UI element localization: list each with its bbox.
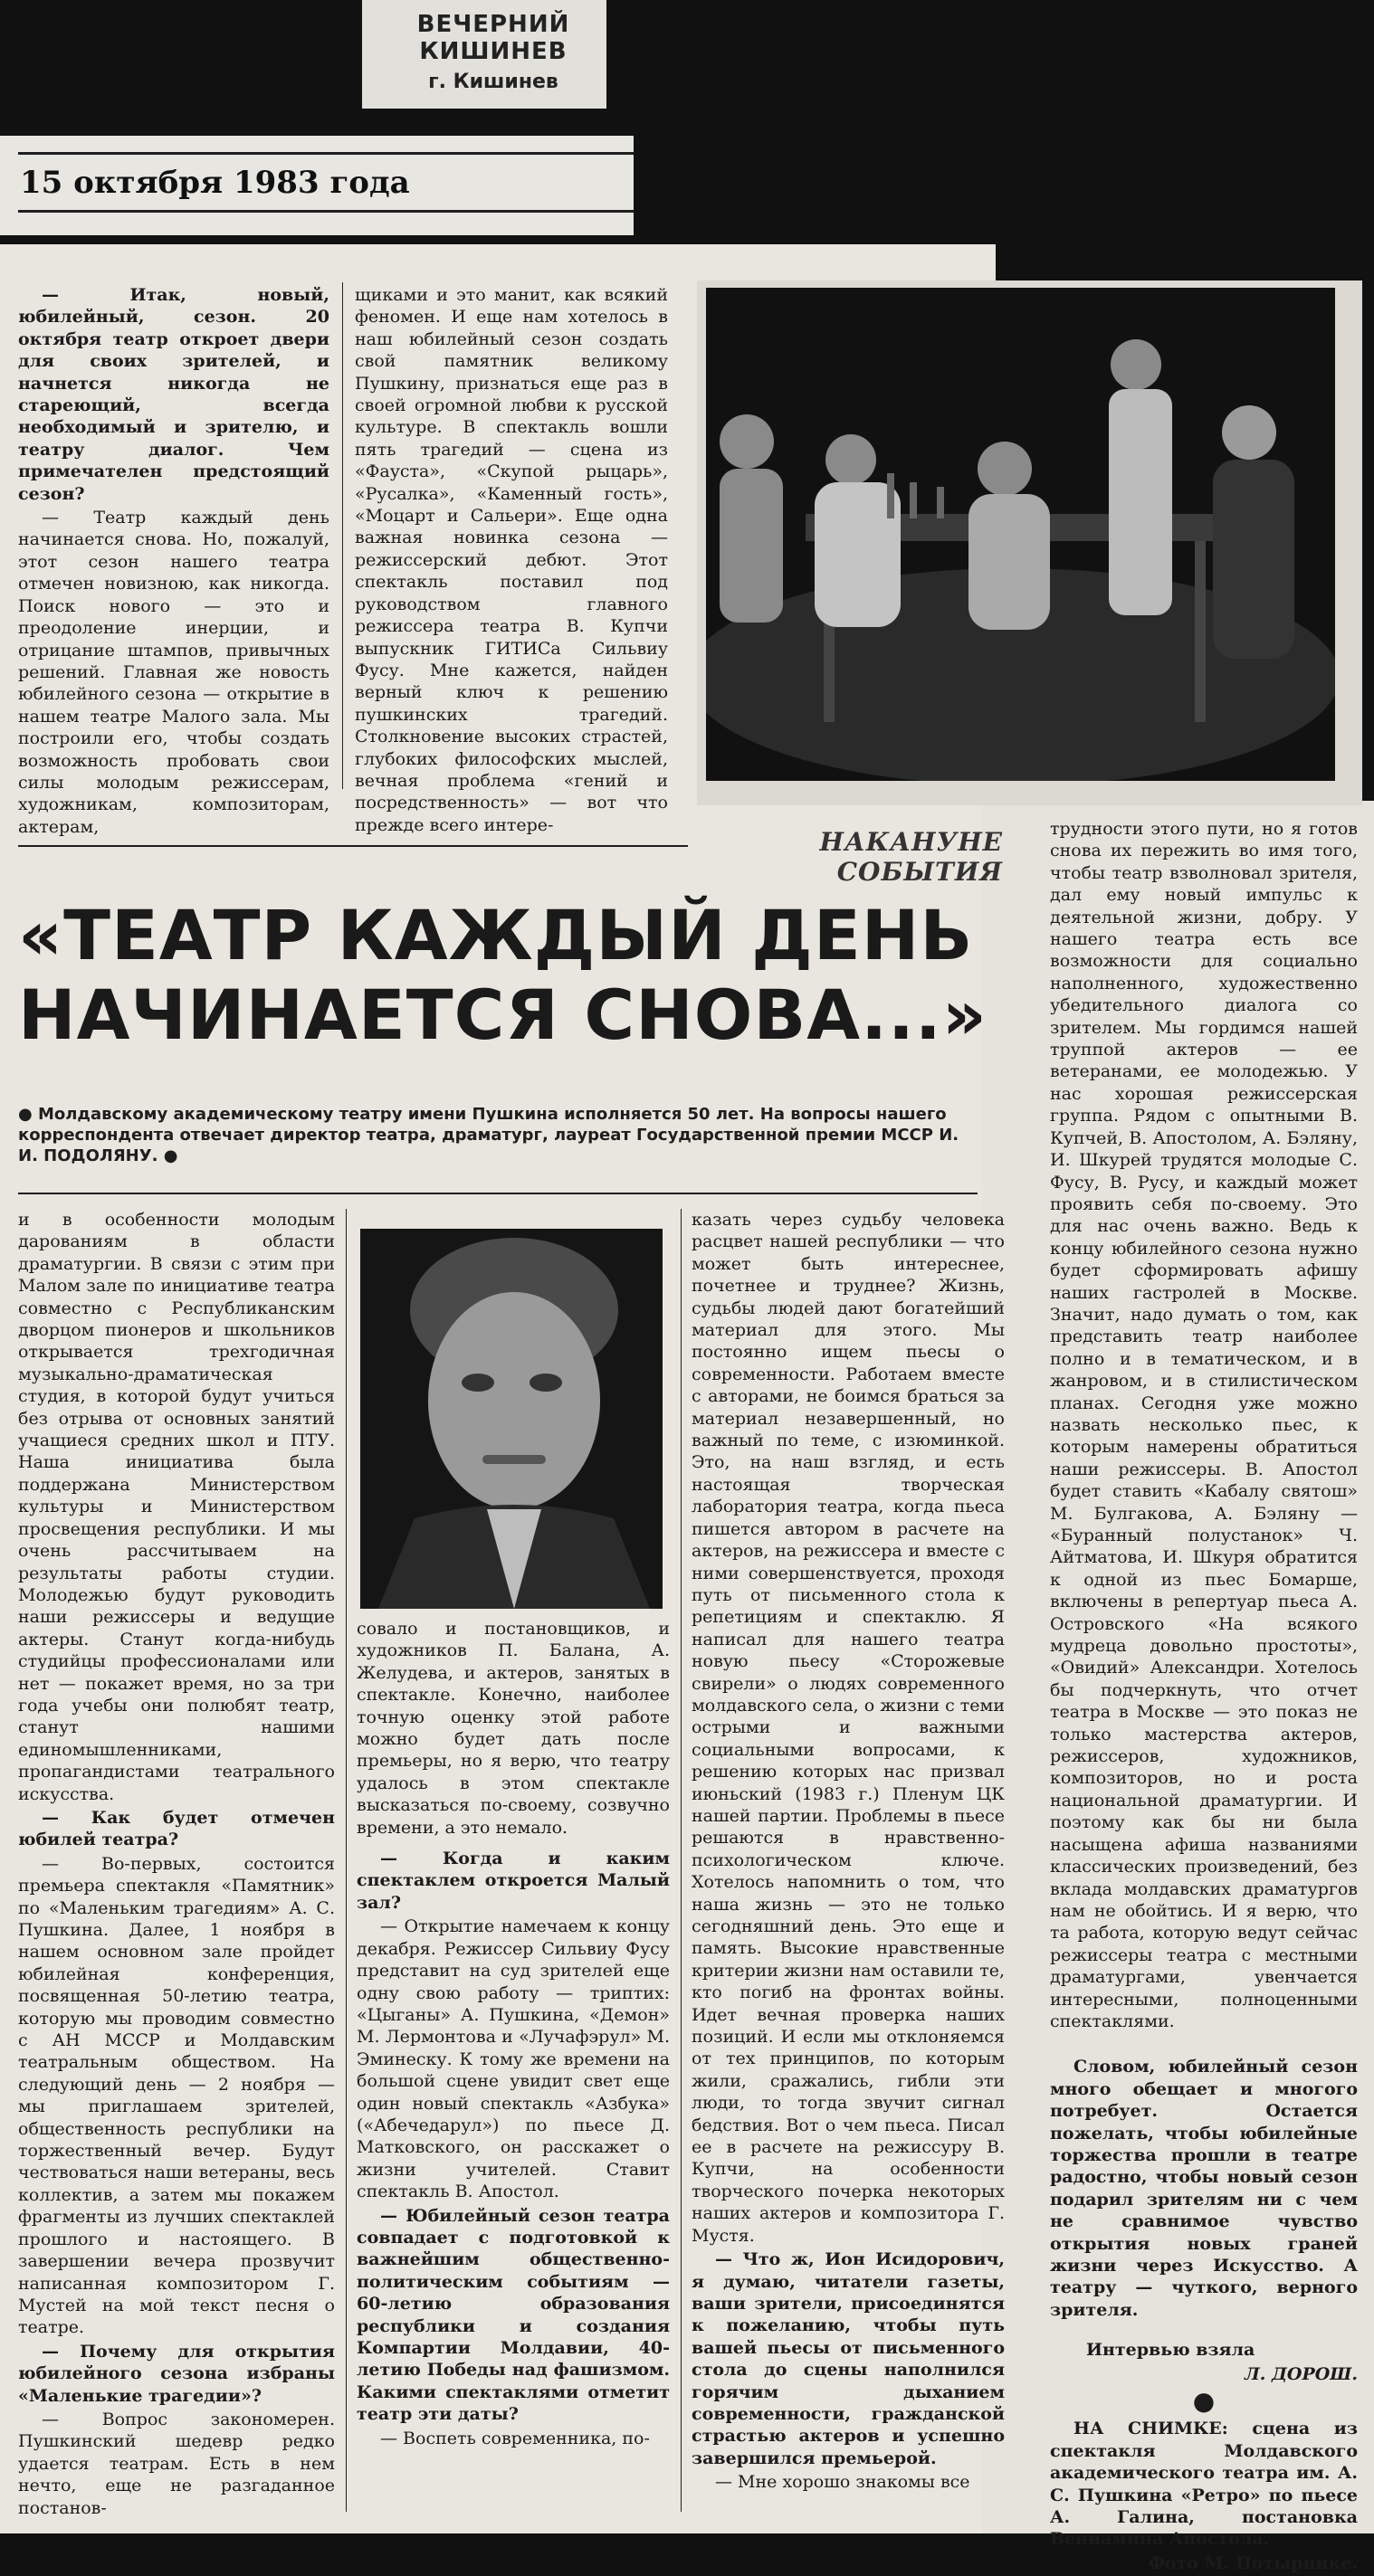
- headline: [18, 896, 996, 1055]
- right-column: [1050, 818, 1358, 2576]
- top-column-2: [355, 284, 668, 838]
- top-column-divider: [342, 282, 343, 789]
- paper-name: ВЕЧЕРНИЙ КИШИНЕВ: [416, 11, 570, 65]
- answer-1: — Театр каждый день начинается снова. Но, пожалуй, этот сезон нашего театра отмечен новизною, как никогда. Поиск нового — это и преодоление инерции, и отрицание штампов, привычных решений. Главная же новость юбилейного сезона — открытие в нашем театре Малого зала. Мы построили его, чтобы создать возможность пробовать свои силы молодым режиссерам, художникам, композиторам, актерам,: [18, 508, 329, 837]
- bottom-column-2: [357, 1618, 670, 2451]
- answer-4: — Открытие намечаем к концу декабря. Режиссер Сильвиу Фусу представит на суд зрителей еще одну свою работу — триптих: «Цыганы» А. Пушкина, «Демон» М. Лермонтова и «Лучафэрул» М. Эминеску. К тому же времени на большой сцене увидит свет еще один новый спектакль «Азбука» («Абечедарул») по пьесе Д. Матковского, он расскажет о жизни учителей. Ставит спектакль В. Апостол.: [357, 1916, 670, 2202]
- question-6: — Что ж, Ион Исидорович, я думаю, читатели газеты, ваши зрители, присоединятся к пожеланию, чтобы путь вашей пьесы от письменного стола до сцены наполнился горячим дыханием современности, гражданской страстью актеров и успешно завершился премьерой.: [692, 2249, 1005, 2468]
- closing-paragraph: Словом, юбилейный сезон много обещает и многого потребует. Остается пожелать, чтобы юбилейные торжества прошли в театре радостно, чтобы новый сезон подарил зрителям ни с чем не сравнимое чувство открытия новых граней жизни через Искусство. А театру — чуткого, верного зрителя.: [1050, 2057, 1358, 2320]
- separator-bullet: ●: [1192, 2386, 1216, 2417]
- byline-label: Интервью взяла: [1086, 2340, 1255, 2361]
- question-3: — Почему для открытия юбилейного сезона избраны «Маленькие трагедии»?: [18, 2341, 335, 2406]
- rubric: НАКАНУНЕ СОБЫТИЯ: [819, 827, 1003, 887]
- bottom-col2-para-1: совало и постановщиков, и художников П. Балана, А. Желудева, и актеров, занятых в спектакле. Конечно, наиболее точную оценку этой работе можно будет дать после премьеры, но я верю, что театру удалось в этом спектакле высказаться по-своему, созвучно времени, а это немало.: [357, 1619, 670, 1838]
- photo-caption: НА СНИМКЕ: сцена из спектакля Молдавского академического театра им. А. С. Пушкина «Ретро» по пьесе А. Галина, постановка Вениамина Апостола.: [1050, 2419, 1358, 2550]
- stage-photo: [706, 288, 1335, 781]
- lead-rule: [18, 1193, 978, 1194]
- answer-5: — Воспеть современника, по-: [380, 2428, 650, 2448]
- paper-city: г. Кишинев: [428, 71, 558, 93]
- answer-3: — Вопрос закономерен. Пушкинский шедевр редко удается театрам. Есть в нем нечто, еще не разгаданное постанов-: [18, 2409, 335, 2518]
- right-column-text: трудности этого пути, но я готов снова их пережить во имя того, чтобы театр взволновал зрителя, дал ему новый импульс к деятельной жизни, добру. У нашего театра есть все возможности для социально наполненного, художественно убедительного диалога со зрителем. Мы гордимся нашей труппой актеров — ее ветеранами, ее молодежью. У нас хорошая режиссерская группа. Рядом с опытными В. Купчей, В. Апостолом, А. Бэляну, И. Шкурей трудятся молодые С. Фусу, В. Русу, и каждый может проявить себя по-своему. Это для нас очень важно. Ведь к концу юбилейного сезона нужно будет сформировать афишу наших гастролей в Москве. Значит, надо думать о том, как представить театр наиболее полно и в тематическом, и в жанровом, и в стилистическом планах. Сегодня уже можно назвать несколько пьес, к которым намерены обратиться наши режиссеры. В. Апостол будет ставить «Кабалу святош» М. Булгакова, А. Бэляну — «Буранный полустанок» Ч. Айтматова, И. Шкуря обратится к одной из пьес Бомарше, включены в репертуар пьеса А. Островского «На всякого мудреца довольно простоты», «Овидий» Александри. Хотелось бы подчеркнуть, что отчет театра в Москве — это показ не только мастерства актеров, режиссеров, художников, композиторов, но и роста национальной драматургии. И поэтому как бы ни была насыщена афиша названиями классических произведений, без вклада молдавских драматургов нам не обойтись. И я верю, что та работа, которую ведут сейчас режиссеры театра с местными драматургами, увенчается интересными, полноценными спектаклями.: [1050, 819, 1358, 2031]
- issue-date: 15 октября 1983 года: [20, 165, 410, 201]
- question-2: — Как будет отмечен юбилей театра?: [18, 1807, 335, 1850]
- masthead: [362, 11, 625, 93]
- top-column-2-text: щиками и это манит, как всякий феномен. И еще нам хотелось в наш юбилейный сезон создать свой памятник великому Пушкину, признаться еще раз в своей огромной любви к русской культуре. В спектакль вошли пять трагедий — сцена из «Фауста», «Скупой рыцарь», «Русалка», «Каменный гость», «Моцарт и Сальери». Еще одна важная новинка сезона — режиссерский дебют. Этот спектакль поставил под руководством главного режиссера театра В. Купчи выпускник ГИТИСа Сильвиу Фусу. Мне кажется, найден верный ключ к решению пушкинских трагедий. Столкновение высоких страстей, глубоких философских мыслей, вечная проблема «гений и посредственность» — вот что прежде всего интере-: [355, 285, 668, 835]
- answer-2: — Во-первых, состоится премьера спектакля «Памятник» по «Маленьким трагедиям» А. С. Пушкина. Далее, 1 ноября в нашем основном зале пройдет юбилейная конференция, посвященная 50-летию театра, которую мы проводим совместно с АН МССР и Молдавским театральным обществом. На следующий день — 2 ноября — мы приглашаем зрителей, общественность республики на торжественный вечер. Будут чествоваться наши ветераны, весь коллектив, а затем мы покажем фрагменты из лучших спектаклей прошлого и настоящего. В завершении вечера прозвучит написанная композитором Г. Мустей на мой текст песня о театре.: [18, 1853, 335, 2338]
- question-1: — Итак, новый, юбилейный, сезон. 20 октября театр откроет двери для своих зрителей, и начнется никогда не стареющий, всегда необходимый и зрителю, и театру диалог. Чем примечателен предстоящий сезон?: [18, 285, 329, 504]
- byline-author: Л. ДОРОШ.: [1244, 2363, 1358, 2384]
- bottom-column-3: [692, 1209, 1005, 2495]
- rubric-rule: [18, 845, 688, 847]
- question-4: — Когда и каким спектаклем откроется Малый зал?: [357, 1849, 670, 1913]
- bottom-col1-para-1: и в особенности молодым дарованиям в области драматургии. В связи с этим при Малом зале по инициативе театра совместно с Республиканским дворцом пионеров и школьников открывается трехгодичная музыкально-драматическая студия, в которой будут учиться без отрыва от основных занятий учащиеся средних школ и ПТУ. Наша инициатива была поддержана Министерством культуры и Министерством просвещения республики. И мы очень рассчитываем на результаты работы студии. Молодежью будут руководить наши режиссеры и ведущие актеры. Станут когда-нибудь студийцы профессионалами или нет — покажет время, но за три года учебы они полюбят театр, станут нашими единомышленниками, пропагандистами театрального искусства.: [18, 1210, 335, 1804]
- top-column-1: [18, 284, 329, 840]
- bottom-column-divider-2: [681, 1209, 682, 2512]
- headline-line-2: НАЧИНАЕТСЯ СНОВА...»: [18, 974, 988, 1055]
- date-rule-top: [18, 152, 634, 155]
- date-rule-bottom: [18, 210, 634, 213]
- bottom-column-1: [18, 1209, 335, 2521]
- headline-line-1: «ТЕАТР КАЖДЫЙ ДЕНЬ: [18, 895, 974, 975]
- question-5: — Юбилейный сезон театра совпадает с подготовкой к важнейшим общественно-политическим событиям — 60-летию образования республики и создания Компартии Молдавии, 40-летию Победы над фашизмом. Какими спектаклями отметит театр эти даты?: [357, 2205, 670, 2425]
- lead: ● Молдавскому академическому театру имени Пушкина исполняется 50 лет. На вопросы нашего корреспондента отвечает директор театра, драматург, лауреат Государственной премии МССР И. И. ПОДОЛЯНУ. ●: [18, 1105, 959, 1165]
- photo-credit: Фото М. Потырнике.: [1148, 2552, 1358, 2573]
- bottom-column-divider-1: [346, 1209, 347, 2512]
- bottom-col3-para-1: казать через судьбу человека расцвет нашей республики — что может быть интереснее, почетнее и труднее? Жизнь, судьбы людей дают богатейший материал для этого. Мы постоянно ищем пьесы о современности. Работаем вместе с авторами, не боимся браться за материал незавершенный, но важный по теме, с изюминкой. Это, на наш взгляд, и есть настоящая творческая лаборатория театра, когда пьеса пишется автором в расчете на актеров, на режиссера и вместе с ними совершенствуется, проходя путь от письменного стола к репетициям и спектаклю. Я написал для нашего театра новую пьесу «Сторожевые свирели» о людях современного молдавского села, о жизни с теми острыми и важными социальными вопросами, к решению которых нас призвал июньский (1983 г.) Пленум ЦК нашей партии. Проблемы в пьесе решаются в нравственно-психологическом ключе. Хотелось напомнить о том, что наша жизнь — это не только сегодняшний день. Это еще и память. Высокие нравственные критерии жизни нам оставили те, кто погиб на фронтах войны. Идет вечная проверка наших позиций. И если мы отклоняемся от тех принципов, по которым жили, сражались, гибли эти люди, то тогда звучит сигнал бедствия. Вот о чем пьеса. Писал ее в расчете на режиссуру В. Купчи, на особенности творческого почерка некоторых наших актеров и композитора Г. Мустя.: [692, 1210, 1005, 2246]
- answer-6: — Мне хорошо знакомы все: [715, 2472, 970, 2493]
- director-portrait: [360, 1229, 663, 1609]
